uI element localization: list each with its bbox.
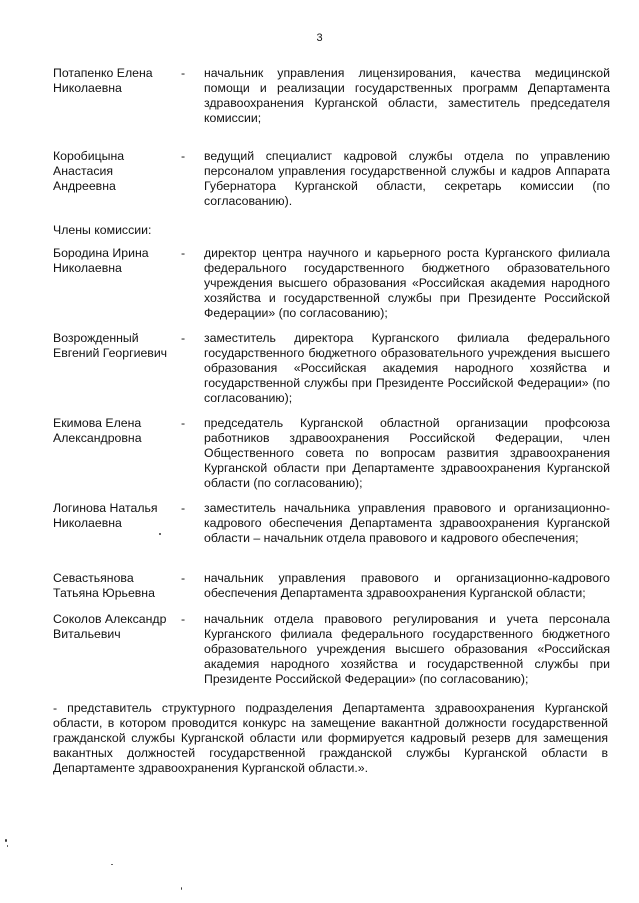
member-role: начальник управления правового и организационно-кадрового обеспечения Департамента здравоохранения Курганской области; bbox=[204, 571, 610, 601]
member-name: Логинова Наталья Николаевна bbox=[53, 501, 158, 531]
member-name: Потапенко Елена Николаевна bbox=[53, 66, 153, 96]
member-role: начальник управления лицензирования, качества медицинской помощи и реализации государственных программ Департамента здравоохранения Курганской области, заместитель председателя комиссии; bbox=[204, 66, 610, 126]
member-name: Соколов Александр Витальевич bbox=[53, 612, 167, 642]
closing-paragraph: - представитель структурного подразделения Департамента здравоохранения Курганской области, в котором проводится конкурс на замещение вакантной должности государственной гражданской службы Курганской области или формируется кадровый резерв для замещения вакантных должностей государственной гражданской службы Курганской области в Департаменте здравоохранения Курганской области.». bbox=[53, 701, 608, 776]
scan-speck bbox=[159, 533, 161, 535]
dash-separator: - bbox=[181, 149, 186, 163]
scan-speck bbox=[7, 845, 8, 847]
member-role: директор центра научного и карьерного роста Курганского филиала федерального государственного бюджетного образовательного учреждения высшего образования «Российская академия народного хозяйства и государственной службы при Президенте Российской Федерации» (по согласованию); bbox=[204, 246, 610, 321]
dash-separator: - bbox=[181, 331, 186, 345]
scan-speck bbox=[5, 839, 7, 842]
dash-separator: - bbox=[181, 571, 186, 585]
members-label: Члены комиссии: bbox=[53, 223, 152, 237]
member-role: заместитель начальника управления правового и организационно-кадрового обеспечения Департамента здравоохранения Курганской области – начальник отдела правового и кадрового обеспечения; bbox=[204, 501, 610, 546]
dash-separator: - bbox=[181, 612, 186, 626]
member-name: Коробицына Анастасия Андреевна bbox=[53, 149, 125, 194]
member-role: заместитель директора Курганского филиала федерального государственного бюджетного образовательного учреждения высшего образования «Российская академия народного хозяйства и государственной службы при Президенте Российской Федерации» (по согласованию); bbox=[204, 331, 610, 406]
member-name: Возрожденный Евгений Георгиевич bbox=[53, 331, 168, 361]
member-role: председатель Курганской областной организации профсоюза работников здравоохранения Российской Федерации, член Общественного совета по вопросам развития здравоохранения Курганской области при Департаменте здравоохранения Курганской области (по согласованию); bbox=[204, 416, 610, 491]
scan-speck bbox=[111, 864, 113, 865]
member-role: ведущий специалист кадровой службы отдела по управлению персоналом управления государственной службы и кадров Аппарата Губернатора Курганской области, секретарь комиссии (по согласованию). bbox=[204, 149, 610, 209]
dash-separator: - bbox=[181, 416, 186, 430]
page-number: 3 bbox=[316, 32, 323, 44]
member-role: начальник отдела правового регулирования и учета персонала Курганского филиала федерального государственного бюджетного образовательного учреждения высшего образования «Российская академия народного хозяйства и государственной службы при Президенте Российской Федерации» (по согласованию); bbox=[204, 612, 610, 687]
scan-speck bbox=[181, 887, 182, 890]
dash-separator: - bbox=[181, 66, 186, 80]
member-name: Бородина Ирина Николаевна bbox=[53, 246, 149, 276]
member-name: Севастьянова Татьяна Юрьевна bbox=[53, 571, 155, 601]
member-name: Екимова Елена Александровна bbox=[53, 416, 142, 446]
dash-separator: - bbox=[181, 246, 186, 260]
dash-separator: - bbox=[181, 501, 186, 515]
